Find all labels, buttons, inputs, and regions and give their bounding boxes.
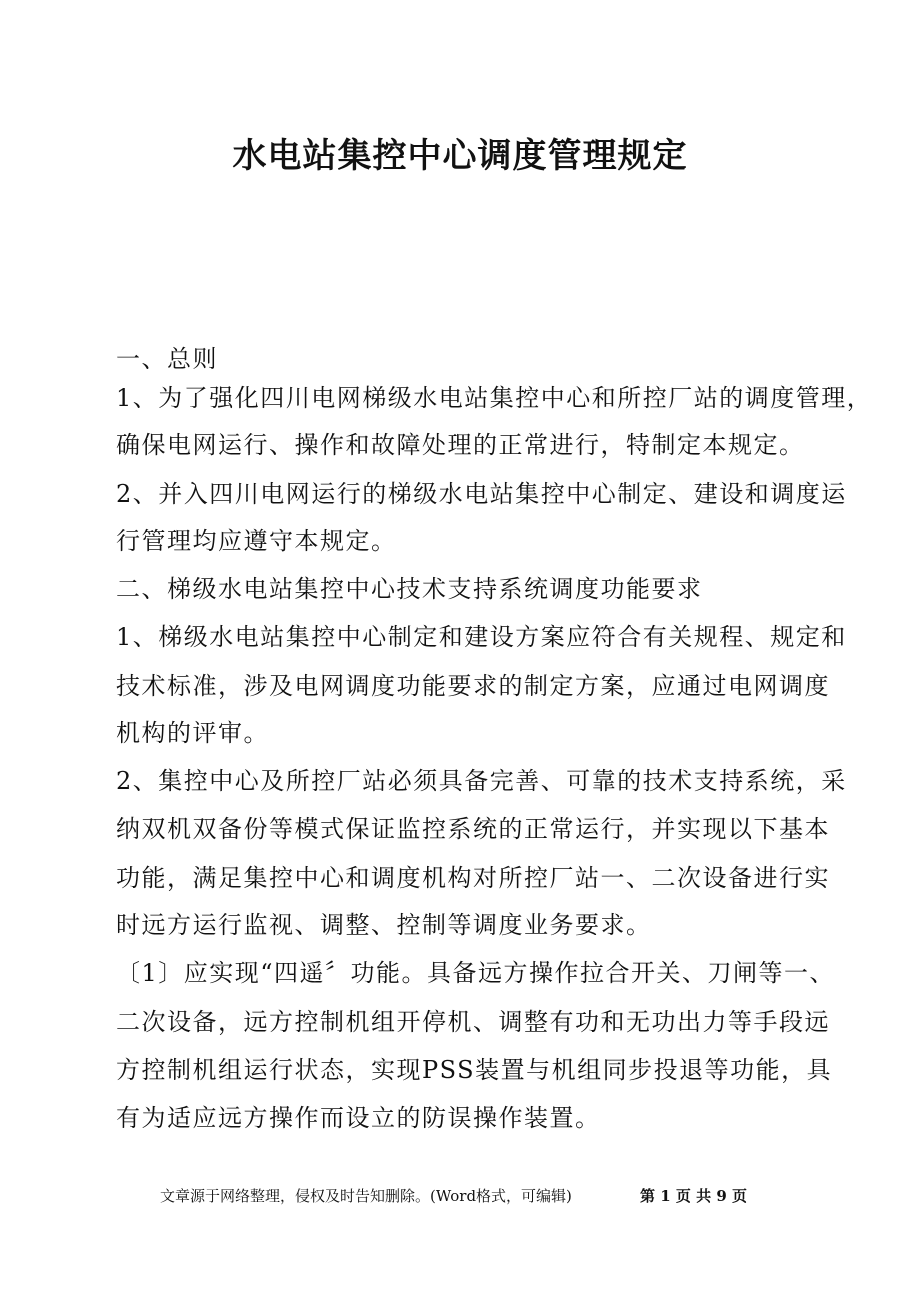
body-line: 功能，满足集控中心和调度机构对所控厂站一、二次设备进行实 <box>116 864 830 892</box>
body-line: 机构的评审。 <box>116 719 269 747</box>
body-line: 1、梯级水电站集控中心制定和建设方案应符合有关规程、规定和 <box>116 623 847 651</box>
body-line: 二次设备，远方控制机组开停机、调整有功和无功出力等手段远 <box>116 1008 830 1036</box>
section-heading-technical: 二、梯级水电站集控中心技术支持系统调度功能要求 <box>116 575 703 603</box>
section-heading-general: 一、总则 <box>116 345 218 373</box>
footer-note: 文章源于网络整理，侵权及时告知删除。(Word格式，可编辑) <box>160 1187 572 1205</box>
body-line: 技术标准，涉及电网调度功能要求的制定方案，应通过电网调度 <box>116 672 830 700</box>
body-line: 1、为了强化四川电网梯级水电站集控中心和所控厂站的调度管理， <box>116 384 873 412</box>
body-line: 确保电网运行、操作和故障处理的正常进行，特制定本规定。 <box>116 431 805 459</box>
body-line: 〔1〕应实现“四遥〞功能。具备远方操作拉合开关、刀闸等一、 <box>116 959 836 987</box>
body-line: 有为适应远方操作而设立的防误操作装置。 <box>116 1104 601 1132</box>
body-line: 纳双机双备份等模式保证监控系统的正常运行，并实现以下基本 <box>116 815 830 843</box>
body-line: 2、并入四川电网运行的梯级水电站集控中心制定、建设和调度运 <box>116 480 847 508</box>
body-line: 2、集控中心及所控厂站必须具备完善、可靠的技术支持系统，采 <box>116 767 847 795</box>
page-number: 第 1 页 共 9 页 <box>640 1187 747 1205</box>
body-line: 行管理均应遵守本规定。 <box>116 527 397 555</box>
document-title: 水电站集控中心调度管理规定 <box>232 136 688 176</box>
body-line: 方控制机组运行状态，实现PSS装置与机组同步投退等功能，具 <box>116 1056 833 1084</box>
body-line: 时远方运行监视、调整、控制等调度业务要求。 <box>116 911 652 939</box>
